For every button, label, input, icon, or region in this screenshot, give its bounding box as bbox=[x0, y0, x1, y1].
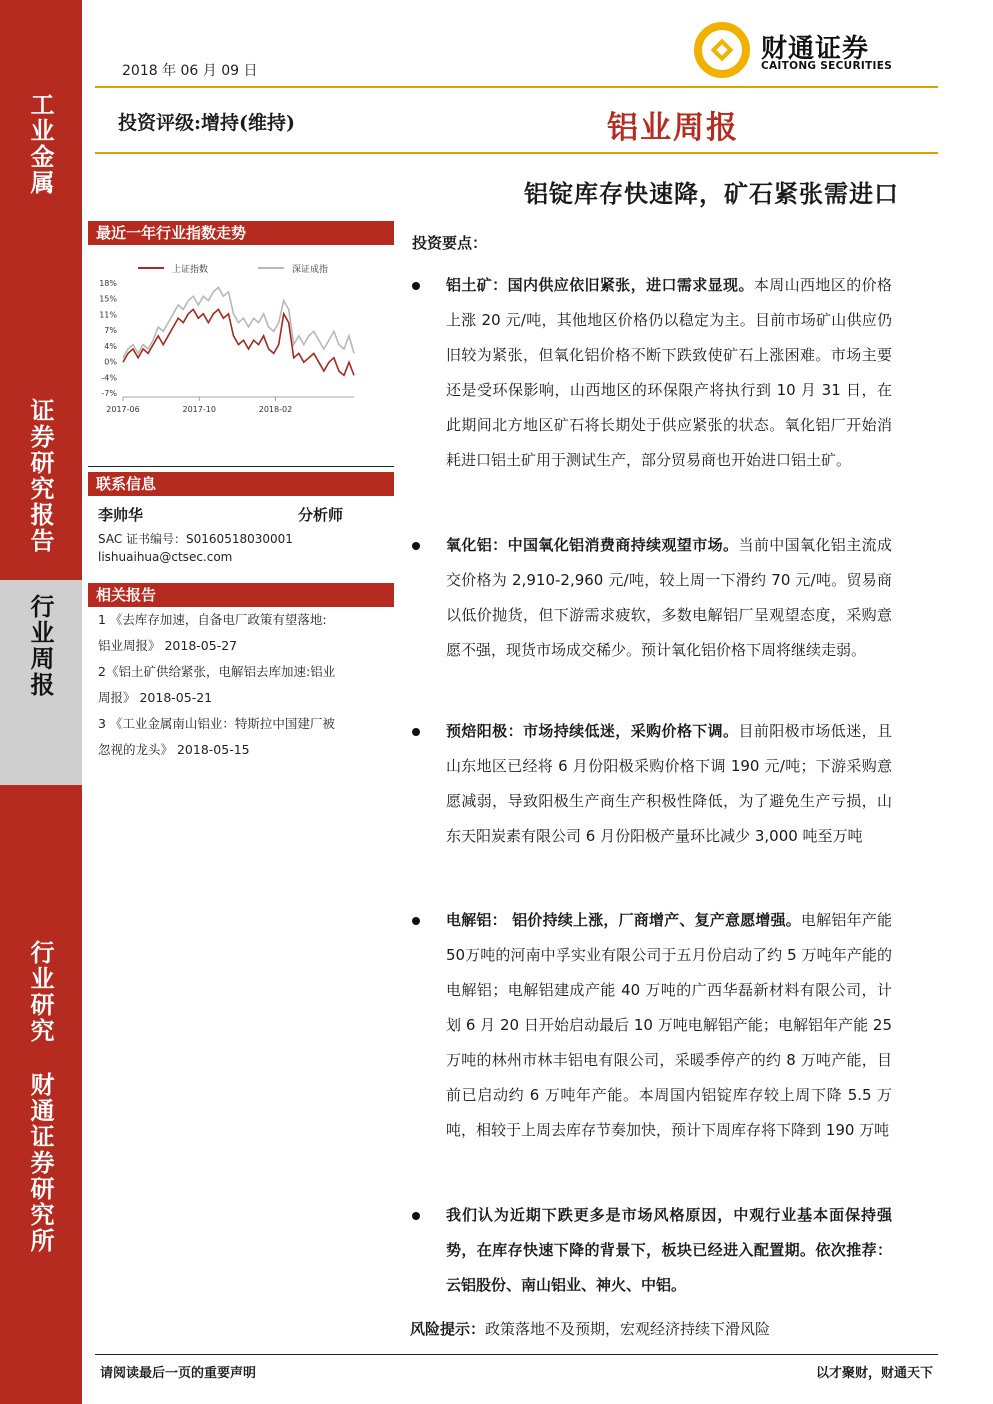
logo-english-text: CAITONG SECURITIES bbox=[761, 60, 893, 72]
related-report-2-line2: 周报》 2018-05-21 bbox=[98, 690, 213, 705]
key-point-3 bbox=[412, 714, 892, 854]
related-reports-panel bbox=[88, 583, 394, 773]
header-rule-bottom bbox=[95, 152, 938, 154]
sidebar-top-label: 工业金属 bbox=[26, 92, 55, 196]
footer-disclaimer: 请阅读最后一页的重要声明 bbox=[100, 1366, 257, 1381]
related-report-item-2[interactable] bbox=[98, 659, 394, 711]
footer-slogan: 以才聚财，财通天下 bbox=[815, 1366, 933, 1381]
risk-warning bbox=[410, 1318, 770, 1339]
related-report-1-line2: 铝业周报》 2018-05-27 bbox=[98, 638, 238, 653]
key-point-5 bbox=[412, 1198, 892, 1303]
sidebar-gray-label: 行业周报 bbox=[26, 594, 55, 698]
key-point-3-lead: 预焙阳极：市场持续低迷，采购价格下调。 bbox=[446, 722, 739, 740]
report-main-title: 铝锭库存快速降，矿石紧张需进口 bbox=[524, 179, 899, 208]
x-tick-label: 2017-10 bbox=[182, 405, 216, 414]
chart-bottom-divider bbox=[88, 466, 394, 467]
analyst-email[interactable]: lishuaihua@ctsec.com bbox=[98, 550, 233, 564]
key-point-3-body: 目前阳极市场低迷，且山东地区已经将 6 月份阳极采购价格下调 190 元/吨；下游采购意愿减弱，导致阳极生产商生产积极性降低，为了避免生产亏损，山东天阳炭素有限公司 6 月份阳极产量环比减少 3,000 吨至万吨 bbox=[446, 722, 892, 845]
key-point-1 bbox=[412, 268, 892, 478]
legend-label: 上证指数 bbox=[172, 265, 209, 275]
key-point-5-text bbox=[446, 1198, 892, 1303]
related-reports-list bbox=[98, 607, 394, 763]
key-point-4-text bbox=[446, 903, 892, 1148]
related-report-2-line1: 2《铝土矿供给紧张，电解铝去库加速:铝业 bbox=[98, 664, 336, 679]
y-tick-label: 11% bbox=[99, 310, 117, 320]
logo-chinese-text: 财通证券 bbox=[761, 34, 870, 64]
x-tick-label: 2018-02 bbox=[258, 405, 293, 414]
sidebar-bottom-label-2: 财通证券研究所 bbox=[26, 1072, 55, 1254]
header-rule-top bbox=[95, 86, 938, 88]
y-tick-label: 18% bbox=[99, 279, 117, 288]
key-point-4-lead: 电解铝： 铝价持续上涨，厂商增产、复产意愿增强。 bbox=[446, 911, 801, 929]
report-date: 2018 年 06 月 09 日 bbox=[122, 63, 258, 79]
risk-label: 风险提示： bbox=[410, 1320, 486, 1338]
related-report-item-1[interactable] bbox=[98, 607, 394, 659]
key-point-5-lead: 我们认为近期下跌更多是市场风格原因，中观行业基本面保持强势，在库存快速下降的背景下，板块已经进入配置期。依次推荐：云铝股份、南山铝业、神火、中铝。 bbox=[446, 1206, 892, 1294]
caitong-logo-icon bbox=[693, 22, 751, 78]
company-logo bbox=[693, 22, 933, 78]
key-point-2-body: 当前中国氧化铝主流成交价格为 2,910-2,960 元/吨，较上周一下滑约 70 元/吨。贸易商以低价抛货，但下游需求疲软，多数电解铝厂呈观望态度，采购意愿不强，现货市场成交稀少。预计氧化铝价格下周将继续走弱。 bbox=[446, 536, 892, 659]
sidebar-bottom-label-1: 行业研究 bbox=[26, 940, 55, 1044]
key-point-2 bbox=[412, 528, 892, 668]
footer-rule bbox=[95, 1354, 938, 1355]
legend-label: 深证成指 bbox=[292, 265, 329, 275]
y-tick-label: 0% bbox=[104, 357, 117, 367]
risk-text: 政策落地不及预期，宏观经济持续下滑风险 bbox=[485, 1320, 771, 1338]
bullet-icon bbox=[412, 282, 420, 290]
analyst-role: 分析师 bbox=[298, 506, 344, 524]
related-report-3-line2: 忽视的龙头》 2018-05-15 bbox=[98, 742, 250, 757]
bullet-icon bbox=[412, 917, 420, 925]
key-point-4 bbox=[412, 903, 892, 1148]
key-point-1-lead: 铝土矿：国内供应依旧紧张，进口需求显现。 bbox=[446, 276, 754, 294]
index-chart-panel bbox=[88, 221, 394, 451]
sac-certificate: SAC 证书编号：S0160518030001 bbox=[98, 532, 293, 546]
bullet-icon bbox=[412, 542, 420, 550]
key-point-1-text bbox=[446, 268, 892, 478]
related-report-1-line1: 1 《去库存加速，自备电厂政策有望落地: bbox=[98, 612, 327, 627]
key-point-3-text bbox=[446, 714, 892, 854]
related-report-item-3[interactable] bbox=[98, 711, 394, 763]
key-point-1-body: 本周山西地区的价格上涨 20 元/吨，其他地区价格仍以稳定为主。目前市场矿山供应仍旧较为紧张，但氧化铝价格不断下跌致使矿石上涨困难。市场主要还是受环保影响，山西地区的环保限产将执行到 10 月 31 日，在此期间北方地区矿石将长期处于供应紧张的状态。氧化铝厂开始消耗进口铝土矿用于测试生产，部分贸易商也开始进口铝土矿。 bbox=[446, 276, 892, 469]
analyst-name: 李帅华 bbox=[98, 506, 144, 524]
x-tick-label: 2017-06 bbox=[106, 405, 140, 414]
contact-panel bbox=[88, 472, 394, 572]
sidebar-mid-label: 证券研究报告 bbox=[26, 398, 55, 554]
bullet-icon bbox=[412, 1212, 420, 1220]
y-tick-label: 7% bbox=[104, 326, 117, 336]
index-chart-heading: 最近一年行业指数走势 bbox=[88, 221, 394, 245]
contact-heading: 联系信息 bbox=[88, 472, 394, 496]
index-trend-chart bbox=[88, 245, 394, 451]
key-points-heading: 投资要点： bbox=[412, 234, 488, 252]
investment-rating: 投资评级:增持(维持) bbox=[118, 112, 295, 134]
y-tick-label: 4% bbox=[104, 341, 117, 351]
y-tick-label: 15% bbox=[99, 294, 117, 304]
report-type-title: 铝业周报 bbox=[607, 110, 739, 146]
related-report-3-line1: 3 《工业金属南山铝业：特斯拉中国建厂被 bbox=[98, 716, 335, 731]
related-reports-heading: 相关报告 bbox=[88, 583, 394, 607]
y-tick-label: -4% bbox=[101, 373, 117, 383]
key-point-4-body: 电解铝年产能50万吨的河南中孚实业有限公司于五月份启动了约 5 万吨年产能的电解铝；电解铝建成产能 40 万吨的广西华磊新材料有限公司，计划 6 月 20 日开始启动最后 10 万吨电解铝产能；电解铝年产能 25 万吨的林州市林丰铝电有限公司，采暖季停产的约 8 万吨产能，目前已启动约 6 万吨年产能。本周国内铝锭库存较上周下降 5.5 万吨，相较于上周去库存节奏加快，预计下周库存将下降到 190 万吨 bbox=[446, 911, 892, 1139]
series-line-shenzhen bbox=[123, 287, 354, 357]
key-point-2-lead: 氧化铝：中国氧化铝消费商持续观望市场。 bbox=[446, 536, 739, 554]
y-tick-label: -7% bbox=[101, 389, 117, 398]
bullet-icon bbox=[412, 728, 420, 736]
key-point-2-text bbox=[446, 528, 892, 668]
